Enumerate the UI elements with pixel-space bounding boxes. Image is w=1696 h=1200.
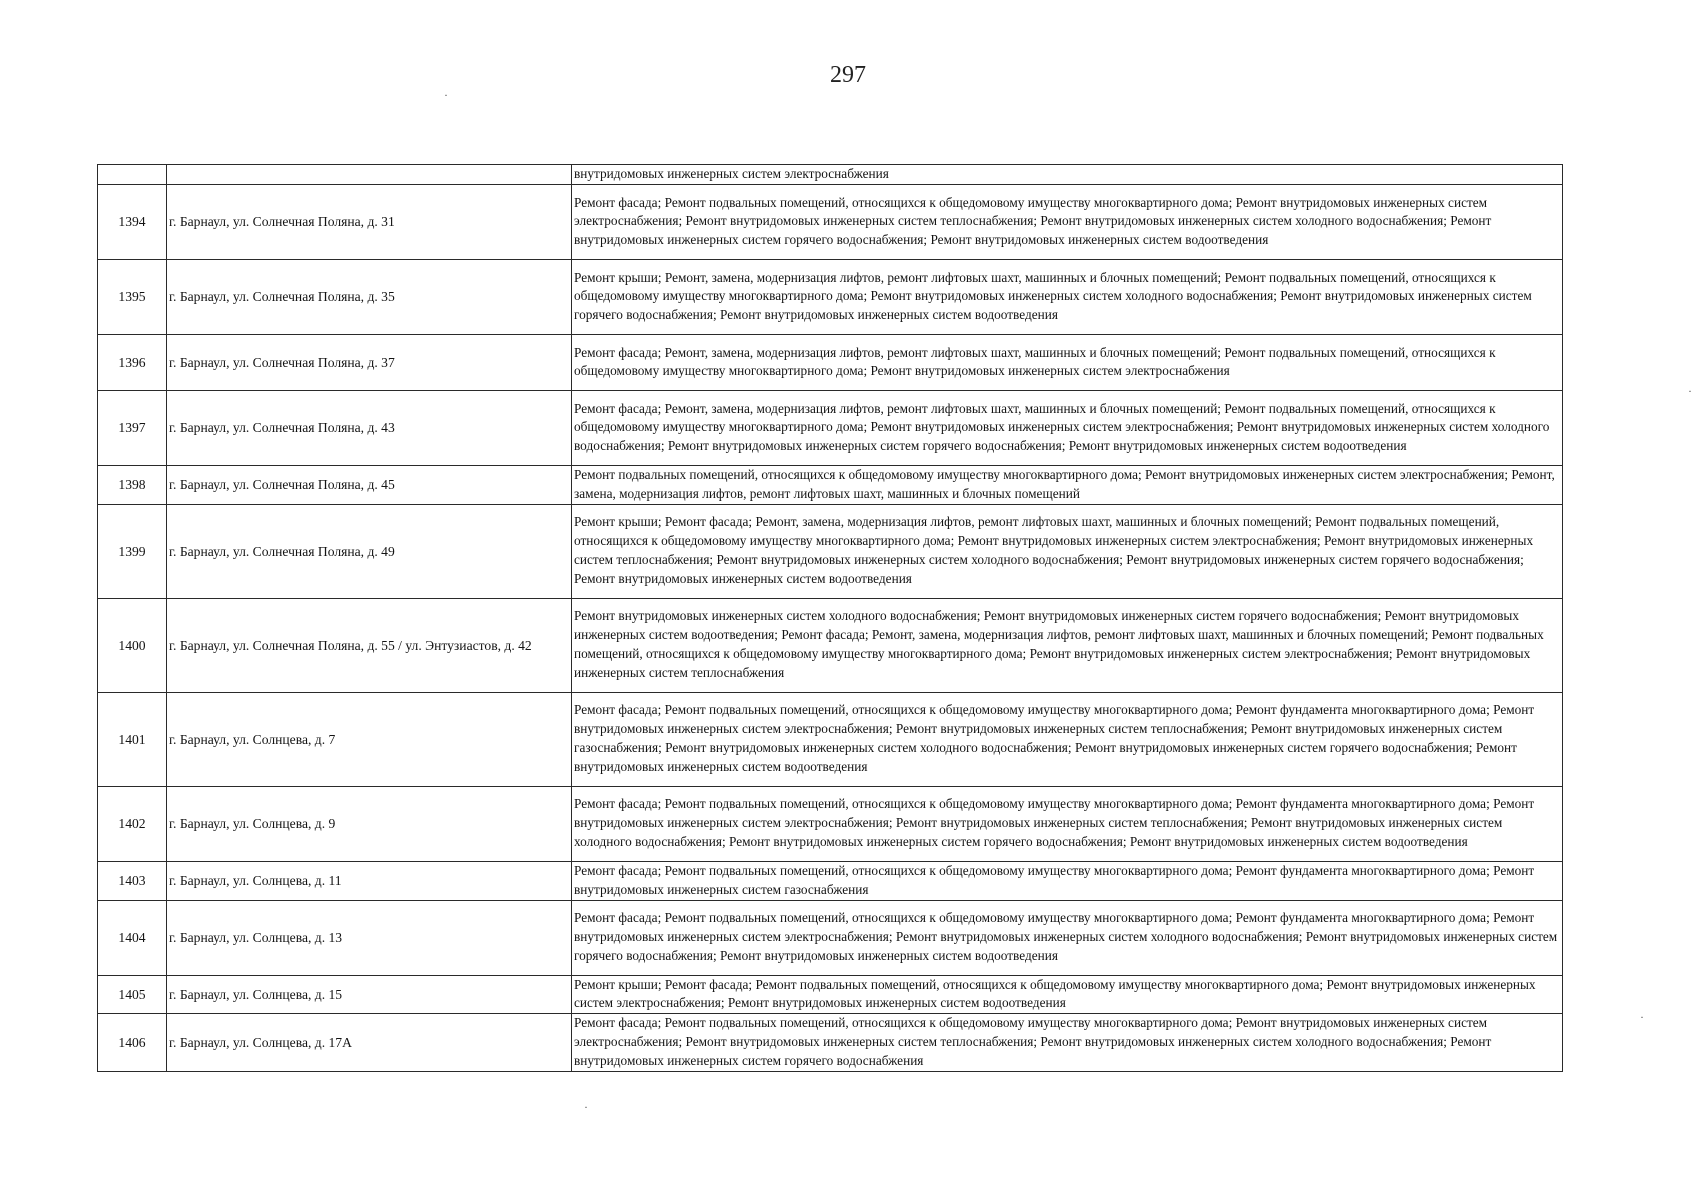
address-cell: г. Барнаул, ул. Солнечная Поляна, д. 31: [167, 184, 572, 259]
works-cell: Ремонт фасада; Ремонт подвальных помещений, относящихся к общедомовому имуществу многоквартирного дома; Ремонт внутридомовых инженерных систем электроснабжения; Ремонт внутридомовых инженерных систем теплоснабжения; Ремонт внутридомовых инженерных систем холодного водоснабжения; Ремонт внутридомовых инженерных систем горячего водоснабжения: [572, 1014, 1563, 1072]
row-number-cell: 1396: [98, 334, 167, 390]
address-cell: г. Барнаул, ул. Солнечная Поляна, д. 43: [167, 390, 572, 465]
row-number-cell: 1405: [98, 975, 167, 1014]
table-row: [98, 390, 1563, 465]
row-number-cell: 1404: [98, 900, 167, 975]
table-row: [98, 334, 1563, 390]
works-cell: Ремонт фасада; Ремонт подвальных помещений, относящихся к общедомовому имуществу многоквартирного дома; Ремонт фундамента многоквартирного дома; Ремонт внутридомовых инженерных систем электроснабжения; Ремонт внутридомовых инженерных систем холодного водоснабжения; Ремонт внутридомовых инженерных систем горячего водоснабжения; Ремонт внутридомовых инженерных систем водоотведения: [572, 900, 1563, 975]
address-cell: г. Барнаул, ул. Солнцева, д. 7: [167, 692, 572, 786]
works-cell: Ремонт фасада; Ремонт подвальных помещений, относящихся к общедомовому имуществу многоквартирного дома; Ремонт внутридомовых инженерных систем электроснабжения; Ремонт внутридомовых инженерных систем теплоснабжения; Ремонт внутридомовых инженерных систем холодного водоснабжения; Ремонт внутридомовых инженерных систем горячего водоснабжения; Ремонт внутридомовых инженерных систем водоотведения: [572, 184, 1563, 259]
address-cell: г. Барнаул, ул. Солнцева, д. 13: [167, 900, 572, 975]
address-cell: г. Барнаул, ул. Солнечная Поляна, д. 35: [167, 259, 572, 334]
address-cell: г. Барнаул, ул. Солнечная Поляна, д. 45: [167, 465, 572, 504]
address-cell: г. Барнаул, ул. Солнечная Поляна, д. 49: [167, 504, 572, 598]
row-number-cell: 1401: [98, 692, 167, 786]
row-number-cell: 1395: [98, 259, 167, 334]
row-number-cell: 1399: [98, 504, 167, 598]
table-row-continuation: [98, 165, 1563, 185]
repair-registry-table: [97, 164, 1563, 1072]
works-cell: внутридомовых инженерных систем электроснабжения: [572, 165, 1563, 185]
address-cell: г. Барнаул, ул. Солнечная Поляна, д. 55 / ул. Энтузиастов, д. 42: [167, 598, 572, 692]
row-number-cell: 1394: [98, 184, 167, 259]
works-cell: Ремонт крыши; Ремонт фасада; Ремонт, замена, модернизация лифтов, ремонт лифтовых шахт, машинных и блочных помещений; Ремонт подвальных помещений, относящихся к общедомовому имуществу многоквартирного дома; Ремонт внутридомовых инженерных систем электроснабжения; Ремонт внутридомовых инженерных систем теплоснабжения; Ремонт внутридомовых инженерных систем холодного водоснабжения; Ремонт внутридомовых инженерных систем горячего водоснабжения; Ремонт внутридомовых инженерных систем водоотведения: [572, 504, 1563, 598]
table-row: [98, 1014, 1563, 1072]
scan-speck: ·: [444, 88, 448, 102]
works-cell: Ремонт подвальных помещений, относящихся к общедомовому имуществу многоквартирного дома; Ремонт внутридомовых инженерных систем электроснабжения; Ремонт, замена, модернизация лифтов, ремонт лифтовых шахт, машинных и блочных помещений: [572, 465, 1563, 504]
row-number-cell: [98, 165, 167, 185]
table-row: [98, 259, 1563, 334]
works-cell: Ремонт фасада; Ремонт, замена, модернизация лифтов, ремонт лифтовых шахт, машинных и блочных помещений; Ремонт подвальных помещений, относящихся к общедомовому имуществу многоквартирного дома; Ремонт внутридомовых инженерных систем электроснабжения; Ремонт внутридомовых инженерных систем холодного водоснабжения; Ремонт внутридомовых инженерных систем горячего водоснабжения; Ремонт внутридомовых инженерных систем водоотведения: [572, 390, 1563, 465]
table-row: [98, 692, 1563, 786]
works-cell: Ремонт фасада; Ремонт, замена, модернизация лифтов, ремонт лифтовых шахт, машинных и блочных помещений; Ремонт подвальных помещений, относящихся к общедомовому имуществу многоквартирного дома; Ремонт внутридомовых инженерных систем электроснабжения: [572, 334, 1563, 390]
table-row: [98, 900, 1563, 975]
table-row: [98, 504, 1563, 598]
address-cell: г. Барнаул, ул. Солнечная Поляна, д. 37: [167, 334, 572, 390]
row-number-cell: 1400: [98, 598, 167, 692]
works-cell: Ремонт фасада; Ремонт подвальных помещений, относящихся к общедомовому имуществу многоквартирного дома; Ремонт фундамента многоквартирного дома; Ремонт внутридомовых инженерных систем электроснабжения; Ремонт внутридомовых инженерных систем теплоснабжения; Ремонт внутридомовых инженерных систем газоснабжения; Ремонт внутридомовых инженерных систем холодного водоснабжения; Ремонт внутридомовых инженерных систем горячего водоснабжения; Ремонт внутридомовых инженерных систем водоотведения: [572, 692, 1563, 786]
address-cell: г. Барнаул, ул. Солнцева, д. 11: [167, 861, 572, 900]
scan-speck: ·: [584, 1100, 588, 1114]
works-cell: Ремонт фасада; Ремонт подвальных помещений, относящихся к общедомовому имуществу многоквартирного дома; Ремонт фундамента многоквартирного дома; Ремонт внутридомовых инженерных систем электроснабжения; Ремонт внутридомовых инженерных систем теплоснабжения; Ремонт внутридомовых инженерных систем холодного водоснабжения; Ремонт внутридомовых инженерных систем горячего водоснабжения; Ремонт внутридомовых инженерных систем водоотведения: [572, 786, 1563, 861]
address-cell: г. Барнаул, ул. Солнцева, д. 17А: [167, 1014, 572, 1072]
address-cell: [167, 165, 572, 185]
page-number: 297: [830, 62, 866, 88]
address-cell: г. Барнаул, ул. Солнцева, д. 9: [167, 786, 572, 861]
table-row: [98, 975, 1563, 1014]
table-row: [98, 786, 1563, 861]
works-cell: Ремонт крыши; Ремонт, замена, модернизация лифтов, ремонт лифтовых шахт, машинных и блочных помещений; Ремонт подвальных помещений, относящихся к общедомовому имуществу многоквартирного дома; Ремонт внутридомовых инженерных систем холодного водоснабжения; Ремонт внутридомовых инженерных систем горячего водоснабжения; Ремонт внутридомовых инженерных систем водоотведения: [572, 259, 1563, 334]
address-cell: г. Барнаул, ул. Солнцева, д. 15: [167, 975, 572, 1014]
row-number-cell: 1403: [98, 861, 167, 900]
scan-speck: ·: [1640, 1010, 1644, 1024]
row-number-cell: 1398: [98, 465, 167, 504]
row-number-cell: 1397: [98, 390, 167, 465]
works-cell: Ремонт внутридомовых инженерных систем холодного водоснабжения; Ремонт внутридомовых инженерных систем горячего водоснабжения; Ремонт внутридомовых инженерных систем водоотведения; Ремонт фасада; Ремонт, замена, модернизация лифтов, ремонт лифтовых шахт, машинных и блочных помещений; Ремонт подвальных помещений, относящихся к общедомовому имуществу многоквартирного дома; Ремонт внутридомовых инженерных систем электроснабжения; Ремонт внутридомовых инженерных систем теплоснабжения: [572, 598, 1563, 692]
table-row: [98, 184, 1563, 259]
works-cell: Ремонт фасада; Ремонт подвальных помещений, относящихся к общедомовому имуществу многоквартирного дома; Ремонт фундамента многоквартирного дома; Ремонт внутридомовых инженерных систем газоснабжения: [572, 861, 1563, 900]
row-number-cell: 1402: [98, 786, 167, 861]
table-row: [98, 465, 1563, 504]
table-body: [98, 165, 1563, 1072]
scan-speck: ·: [1688, 384, 1692, 398]
works-cell: Ремонт крыши; Ремонт фасада; Ремонт подвальных помещений, относящихся к общедомовому имуществу многоквартирного дома; Ремонт внутридомовых инженерных систем электроснабжения; Ремонт внутридомовых инженерных систем водоотведения: [572, 975, 1563, 1014]
row-number-cell: 1406: [98, 1014, 167, 1072]
table-row: [98, 598, 1563, 692]
table-row: [98, 861, 1563, 900]
